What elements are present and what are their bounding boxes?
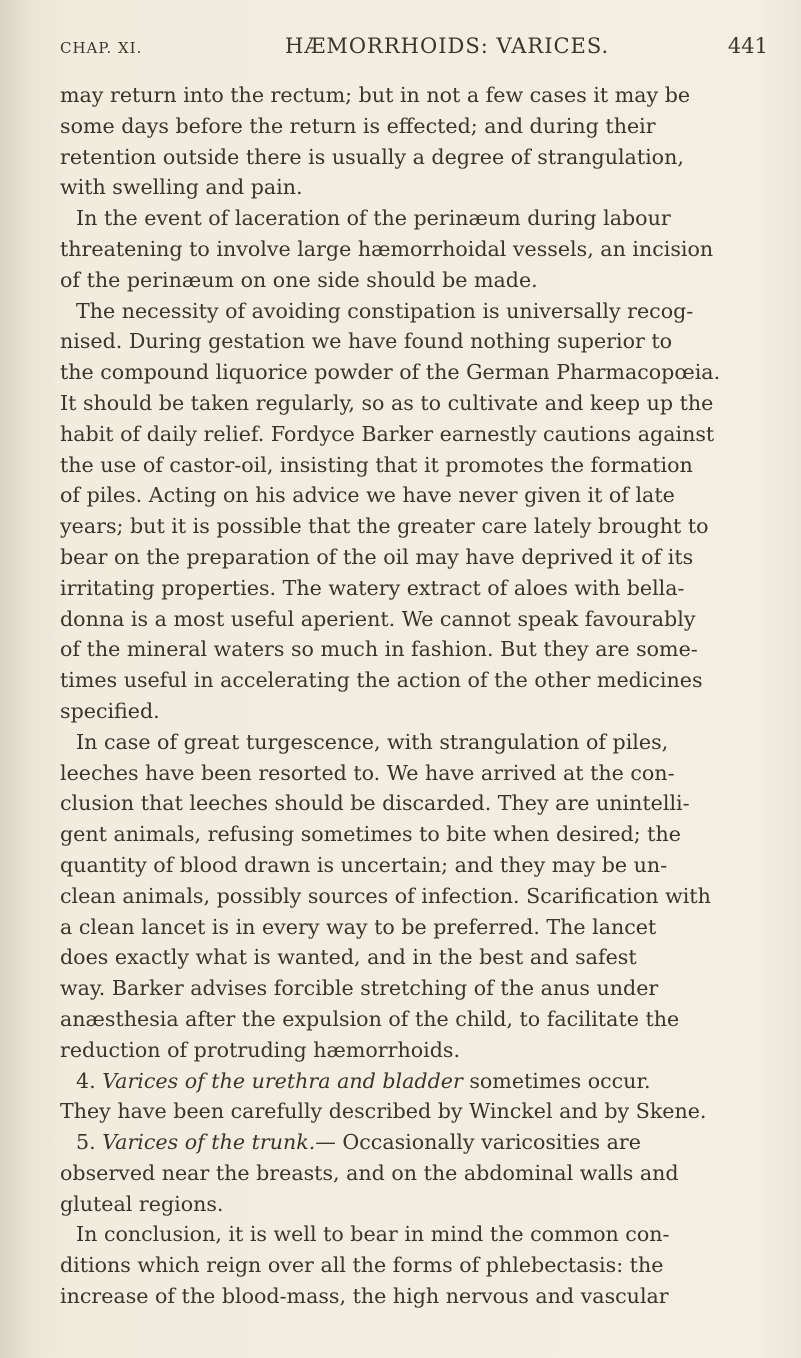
text-line	[60, 1127, 772, 1158]
text-line	[60, 788, 772, 819]
line-text: habit of daily relief. Fordyce Barker earnestly cautions against	[60, 421, 715, 446]
text-line	[60, 665, 772, 696]
line-text: some days before the return is effected; and during their	[60, 113, 656, 138]
line-text: The necessity of avoiding constipation is universally recog-	[76, 298, 694, 323]
text-line	[60, 357, 772, 388]
line-text: bear on the preparation of the oil may have deprived it of its	[60, 544, 694, 569]
line-text: years; but it is possible that the greater care lately brought to	[60, 514, 709, 539]
text-line	[60, 419, 772, 450]
line-text: In conclusion, it is well to bear in mind the common con-	[76, 1222, 670, 1247]
text-line	[60, 819, 772, 850]
text-line	[60, 1066, 772, 1097]
line-text: the compound liquorice powder of the German Pharmacopœia.	[60, 360, 721, 385]
text-line	[60, 450, 772, 481]
line-text: clean animals, possibly sources of infection. Scarification with	[60, 883, 711, 908]
line-text: — Occasionally varicosities are	[315, 1130, 641, 1155]
text-line	[60, 573, 772, 604]
line-text: gent animals, refusing sometimes to bite when desired; the	[60, 822, 681, 847]
text-line	[60, 80, 772, 111]
text-line	[60, 604, 772, 635]
text-line	[60, 1250, 772, 1281]
running-head	[60, 34, 768, 66]
line-text: increase of the blood-mass, the high nervous and vascular	[60, 1284, 669, 1309]
text-line	[60, 142, 772, 173]
text-line	[60, 696, 772, 727]
line-text: the use of castor-oil, insisting that it promotes the formation	[60, 452, 693, 477]
text-line	[60, 912, 772, 943]
text-line	[60, 1096, 772, 1127]
line-text: In case of great turgescence, with strangulation of piles,	[76, 729, 669, 754]
text-line	[60, 296, 772, 327]
line-text: of the mineral waters so much in fashion. But they are some-	[60, 637, 698, 662]
line-text: In the event of laceration of the perinæum during labour	[76, 206, 671, 231]
line-text: nised. During gestation we have found nothing superior to	[60, 329, 673, 354]
line-text: may return into the rectum; but in not a few cases it may be	[60, 83, 691, 107]
text-line	[60, 480, 772, 511]
line-text: times useful in accelerating the action of the other medicines	[60, 668, 703, 693]
text-line	[60, 111, 772, 142]
text-line	[60, 265, 772, 296]
line-text: donna is a most useful aperient. We cannot speak favourably	[60, 606, 696, 631]
line-text: reduction of protruding hæmorrhoids.	[60, 1037, 460, 1062]
text-line	[60, 1281, 772, 1312]
line-text: leeches have been resorted to. We have arrived at the con-	[60, 760, 675, 785]
text-line	[60, 388, 772, 419]
body-text	[60, 80, 772, 1312]
text-line	[60, 634, 772, 665]
line-text: They have been carefully described by Winckel and by Skene.	[60, 1099, 707, 1124]
line-text: irritating properties. The watery extract of aloes with bella-	[60, 575, 685, 600]
text-line	[60, 542, 772, 573]
line-text: retention outside there is usually a degree of strangulation,	[60, 144, 684, 169]
section-heading: Varices of the urethra and bladder	[102, 1068, 463, 1093]
text-line	[60, 234, 772, 265]
line-text: quantity of blood drawn is uncertain; and they may be un-	[60, 852, 668, 877]
section-heading: Varices of the trunk.	[102, 1130, 316, 1155]
text-line	[60, 1035, 772, 1066]
line-text: specified.	[60, 698, 160, 723]
running-title: HÆMORRHOIDS: VARICES.	[285, 34, 610, 58]
text-line	[60, 511, 772, 542]
text-line	[60, 727, 772, 758]
list-number: 4.	[76, 1068, 103, 1093]
line-text: It should be taken regularly, so as to cultivate and keep up the	[60, 390, 714, 415]
line-text: gluteal regions.	[60, 1191, 224, 1216]
text-line	[60, 1004, 772, 1035]
line-text: way. Barker advises forcible stretching of the anus under	[60, 976, 659, 1001]
line-text: sometimes occur.	[462, 1068, 651, 1093]
text-line	[60, 326, 772, 357]
line-text: anæsthesia after the expulsion of the child, to facilitate the	[60, 1006, 680, 1031]
chapter-label: CHAP. XI.	[60, 39, 143, 57]
line-text: clusion that leeches should be discarded. They are unintelli-	[60, 791, 690, 816]
line-text: of the perinæum on one side should be made.	[60, 267, 538, 292]
line-text: threatening to involve large hæmorrhoidal vessels, an incision	[60, 236, 714, 261]
text-line	[60, 172, 772, 203]
text-line	[60, 1158, 772, 1189]
line-text: ditions which reign over all the forms of phlebectasis: the	[60, 1253, 664, 1278]
page-number: 441	[727, 34, 768, 58]
text-line	[60, 973, 772, 1004]
text-line	[60, 881, 772, 912]
line-text: of piles. Acting on his advice we have never given it of late	[60, 483, 675, 508]
list-number: 5.	[76, 1130, 103, 1155]
line-text: with swelling and pain.	[60, 175, 303, 200]
text-line	[60, 850, 772, 881]
text-line	[60, 203, 772, 234]
text-line	[60, 758, 772, 789]
text-line	[60, 1219, 772, 1250]
text-line	[60, 1189, 772, 1220]
text-line	[60, 942, 772, 973]
line-text: observed near the breasts, and on the abdominal walls and	[60, 1160, 679, 1185]
line-text: a clean lancet is in every way to be preferred. The lancet	[60, 914, 657, 939]
line-text: does exactly what is wanted, and in the best and safest	[60, 945, 637, 970]
